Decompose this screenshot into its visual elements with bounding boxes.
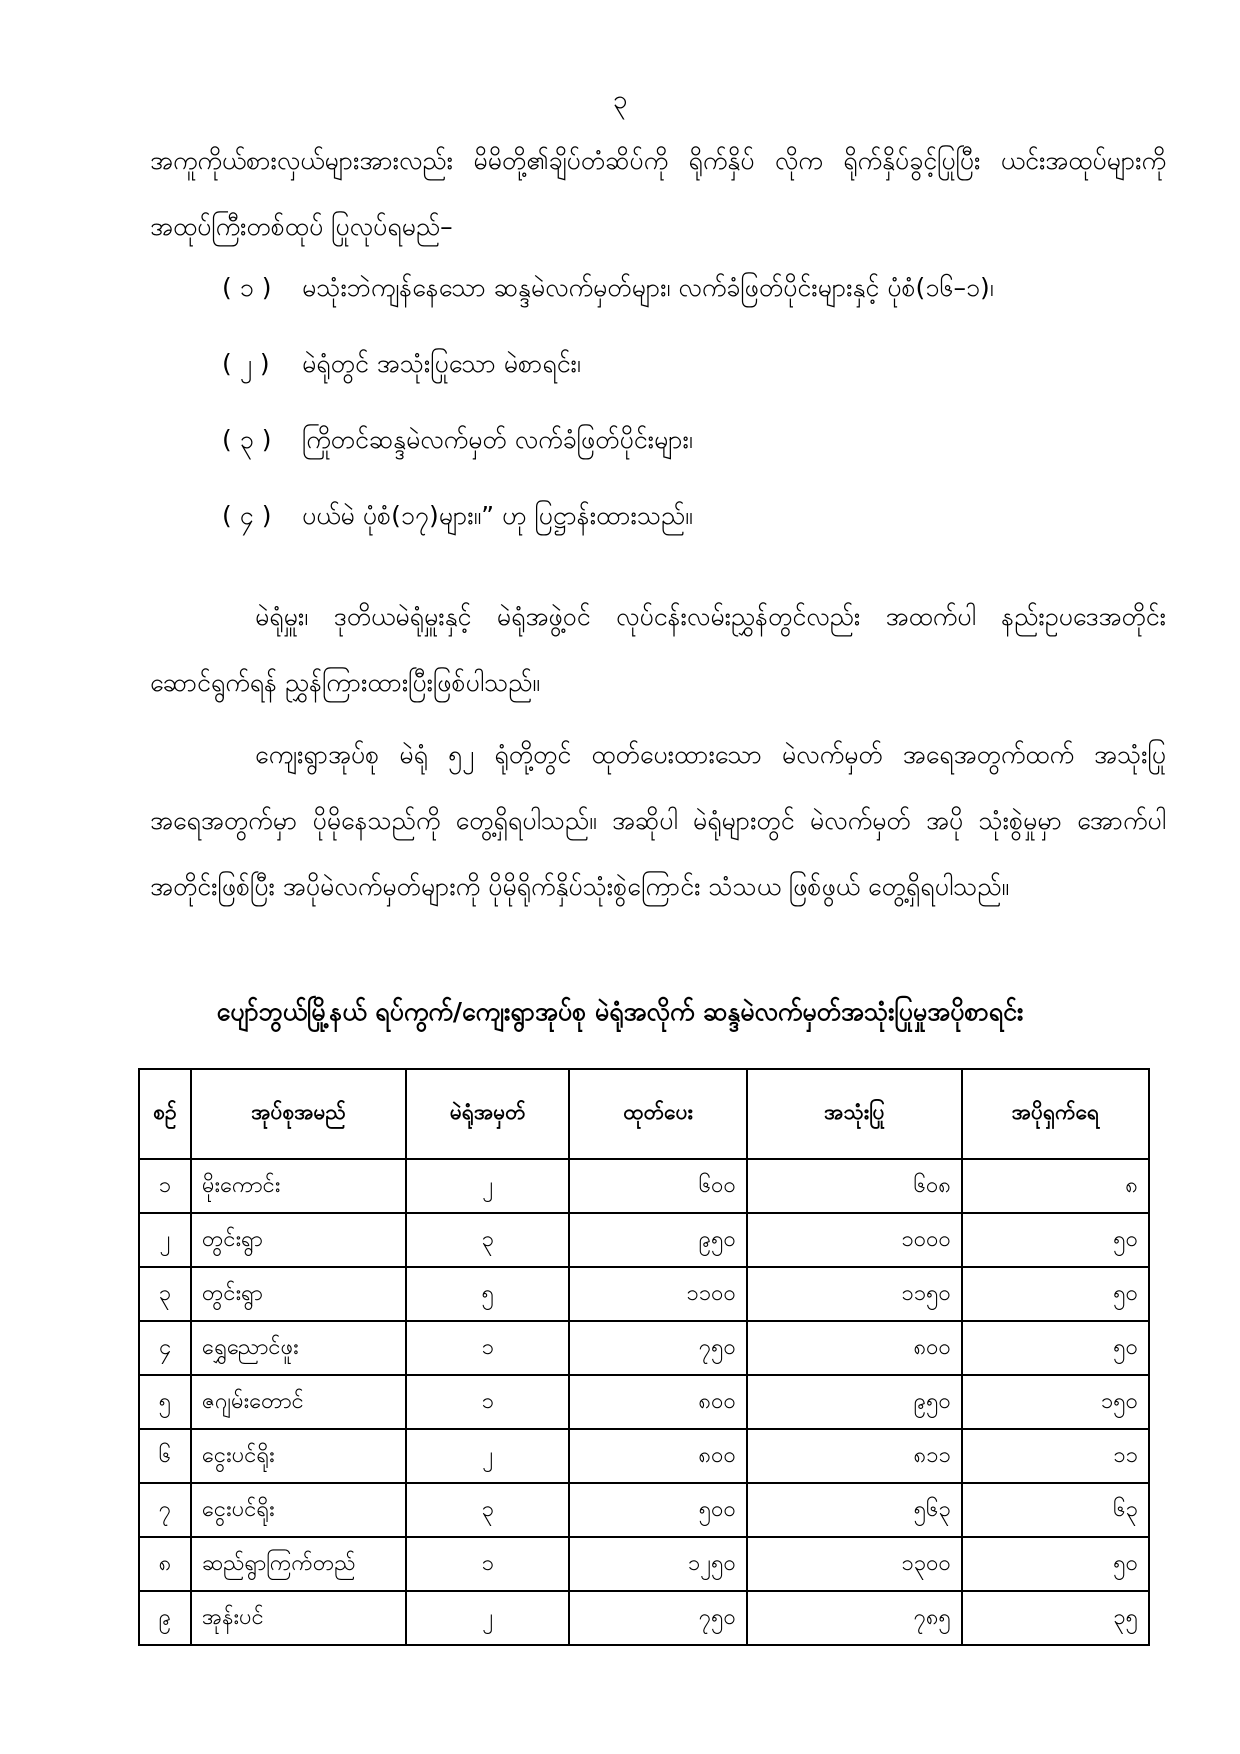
row-group-name: တွင်းရွာ	[191, 1213, 406, 1267]
row-group-name: ဆည်ရွာကြက်တည်	[191, 1537, 406, 1591]
table-row	[139, 1429, 1149, 1483]
table-row	[139, 1483, 1149, 1537]
list-item-number: ( ၃ )	[222, 425, 272, 454]
row-station-no: ၃	[406, 1483, 569, 1537]
row-used: ၉၅၀	[747, 1375, 962, 1429]
row-issued: ၁၂၅၀	[569, 1537, 746, 1591]
row-used: ၈၀၀	[747, 1321, 962, 1375]
table-row	[139, 1159, 1149, 1213]
list-item	[222, 500, 1162, 576]
row-serial: ၂	[139, 1213, 191, 1267]
header-group-name: အုပ်စုအမည်	[191, 1069, 406, 1159]
row-used: ၁၃၀၀	[747, 1537, 962, 1591]
header-issued: ထုတ်ပေး	[569, 1069, 746, 1159]
list-item	[222, 424, 1162, 500]
table-row	[139, 1591, 1149, 1645]
list-item-text: မဲရုံတွင် အသုံးပြုသော မဲစာရင်း၊	[302, 349, 581, 378]
row-issued: ၇၅၀	[569, 1591, 746, 1645]
row-station-no: ၁	[406, 1321, 569, 1375]
row-group-name: တွင်းရွာ	[191, 1267, 406, 1321]
list-item-text: မသုံးဘဲကျန်နေသော ဆန္ဒမဲလက်မှတ်များ၊ လက်ခံဖြတ်ပိုင်းများနှင့် ပုံစံ(၁၆–၁)၊	[302, 273, 994, 302]
table-row	[139, 1321, 1149, 1375]
row-issued: ၁၁၀၀	[569, 1267, 746, 1321]
row-station-no: ၃	[406, 1213, 569, 1267]
table-title: ပျော်ဘွယ်မြို့နယ် ရပ်ကွက်/ကျေးရွာအုပ်စု မဲရုံအလိုက် ဆန္ဒမဲလက်မှတ်အသုံးပြုမှုအပိုစာရင်း	[216, 997, 1024, 1026]
row-station-no: ၂	[406, 1159, 569, 1213]
row-excess: ၅၀	[962, 1213, 1149, 1267]
row-excess: ၃၅	[962, 1591, 1149, 1645]
list-item	[222, 272, 1162, 348]
table-header-row	[139, 1069, 1149, 1159]
row-station-no: ၅	[406, 1267, 569, 1321]
list-item-number: ( ၂ )	[222, 349, 270, 378]
row-excess: ၅၀	[962, 1267, 1149, 1321]
row-group-name: ငွေးပင်ရိုး	[191, 1429, 406, 1483]
row-used: ၅၆၃	[747, 1483, 962, 1537]
row-excess: ၁၁	[962, 1429, 1149, 1483]
table-row	[139, 1267, 1149, 1321]
paragraph-3: ကျေးရွာအုပ်စု မဲရုံ ၅၂ ရုံတို့တွင် ထုတ်ပေးထားသော မဲလက်မှတ် အရေအတွက်ထက် အသုံးပြုအရေအတွက်မှာ ပိုမိုနေသည်ကို တွေ့ရှိရပါသည်။ အဆိုပါ မဲရုံများတွင် မဲလက်မှတ် အပို သုံးစွဲမှုမှာ အောက်ပါအတိုင်းဖြစ်ပြီး အပိုမဲလက်မှတ်များကို ပိုမိုရိုက်နှိပ်သုံးစွဲကြောင်း သံသယ ဖြစ်ဖွယ် တွေ့ရှိရပါသည်။	[150, 740, 1166, 901]
polling-table	[138, 1068, 1150, 1646]
row-used: ၁၁၅၀	[747, 1267, 962, 1321]
row-issued: ၇၅၀	[569, 1321, 746, 1375]
list-item-number: ( ၄ )	[222, 501, 272, 530]
list-item	[222, 348, 1162, 424]
row-serial: ၇	[139, 1483, 191, 1537]
row-used: ၇၈၅	[747, 1591, 962, 1645]
paragraph-2: မဲရုံမှူး၊ ဒုတိယမဲရုံမှူးနှင့် မဲရုံအဖွဲ့ဝင် လုပ်ငန်းလမ်းညွှန်တွင်လည်း အထက်ပါ နည်းဥပဒေအတိုင်း ဆောင်ရွက်ရန် ညွှန်ကြားထားပြီးဖြစ်ပါသည်။	[150, 602, 1166, 697]
row-serial: ၆	[139, 1429, 191, 1483]
row-issued: ၆၀၀	[569, 1159, 746, 1213]
row-group-name: မိုးကောင်း	[191, 1159, 406, 1213]
row-used: ၈၁၁	[747, 1429, 962, 1483]
header-serial: စဉ်	[139, 1069, 191, 1159]
numbered-list	[222, 272, 1162, 576]
intro-paragraph: အကူကိုယ်စားလှယ်များအားလည်း မိမိတို့၏ချိပ်တံဆိပ်ကို ရိုက်နှိပ် လိုက ရိုက်နှိပ်ခွင့်ပြုပြီး ယင်းအထုပ်များကို အထုပ်ကြီးတစ်ထုပ် ပြုလုပ်ရမည်–	[150, 146, 1166, 241]
row-serial: ၅	[139, 1375, 191, 1429]
row-issued: ၉၅၀	[569, 1213, 746, 1267]
row-group-name: ငွေးပင်ရိုး	[191, 1483, 406, 1537]
row-serial: ၉	[139, 1591, 191, 1645]
row-station-no: ၂	[406, 1591, 569, 1645]
row-issued: ၈၀၀	[569, 1375, 746, 1429]
row-excess: ၅၀	[962, 1537, 1149, 1591]
row-excess: ၆၃	[962, 1483, 1149, 1537]
row-group-name: ဇဂျမ်းတောင်	[191, 1375, 406, 1429]
row-station-no: ၂	[406, 1429, 569, 1483]
page-number: ၃	[612, 85, 628, 115]
table-row	[139, 1537, 1149, 1591]
row-issued: ၈၀၀	[569, 1429, 746, 1483]
row-excess: ၈	[962, 1159, 1149, 1213]
table-row	[139, 1375, 1149, 1429]
row-station-no: ၁	[406, 1537, 569, 1591]
row-serial: ၃	[139, 1267, 191, 1321]
row-group-name: ရွှေညောင်ဖူး	[191, 1321, 406, 1375]
row-serial: ၄	[139, 1321, 191, 1375]
row-serial: ၈	[139, 1537, 191, 1591]
row-station-no: ၁	[406, 1375, 569, 1429]
row-group-name: အုန်းပင်	[191, 1591, 406, 1645]
list-item-number: ( ၁ )	[222, 273, 272, 302]
row-used: ၆၀၈	[747, 1159, 962, 1213]
row-used: ၁၀၀၀	[747, 1213, 962, 1267]
header-excess: အပိုရှက်ရေ	[962, 1069, 1149, 1159]
header-used: အသုံးပြု	[747, 1069, 962, 1159]
header-station-no: မဲရုံအမှတ်	[406, 1069, 569, 1159]
row-serial: ၁	[139, 1159, 191, 1213]
row-issued: ၅၀၀	[569, 1483, 746, 1537]
list-item-text: ကြိုတင်ဆန္ဒမဲလက်မှတ် လက်ခံဖြတ်ပိုင်းများ၊	[302, 425, 693, 454]
row-excess: ၁၅၀	[962, 1375, 1149, 1429]
table-body	[139, 1159, 1149, 1645]
table-row	[139, 1213, 1149, 1267]
row-excess: ၅၀	[962, 1321, 1149, 1375]
list-item-text: ပယ်မဲ ပုံစံ(၁၇)များ။” ဟု ပြဋ္ဌာန်းထားသည်။	[302, 501, 693, 530]
